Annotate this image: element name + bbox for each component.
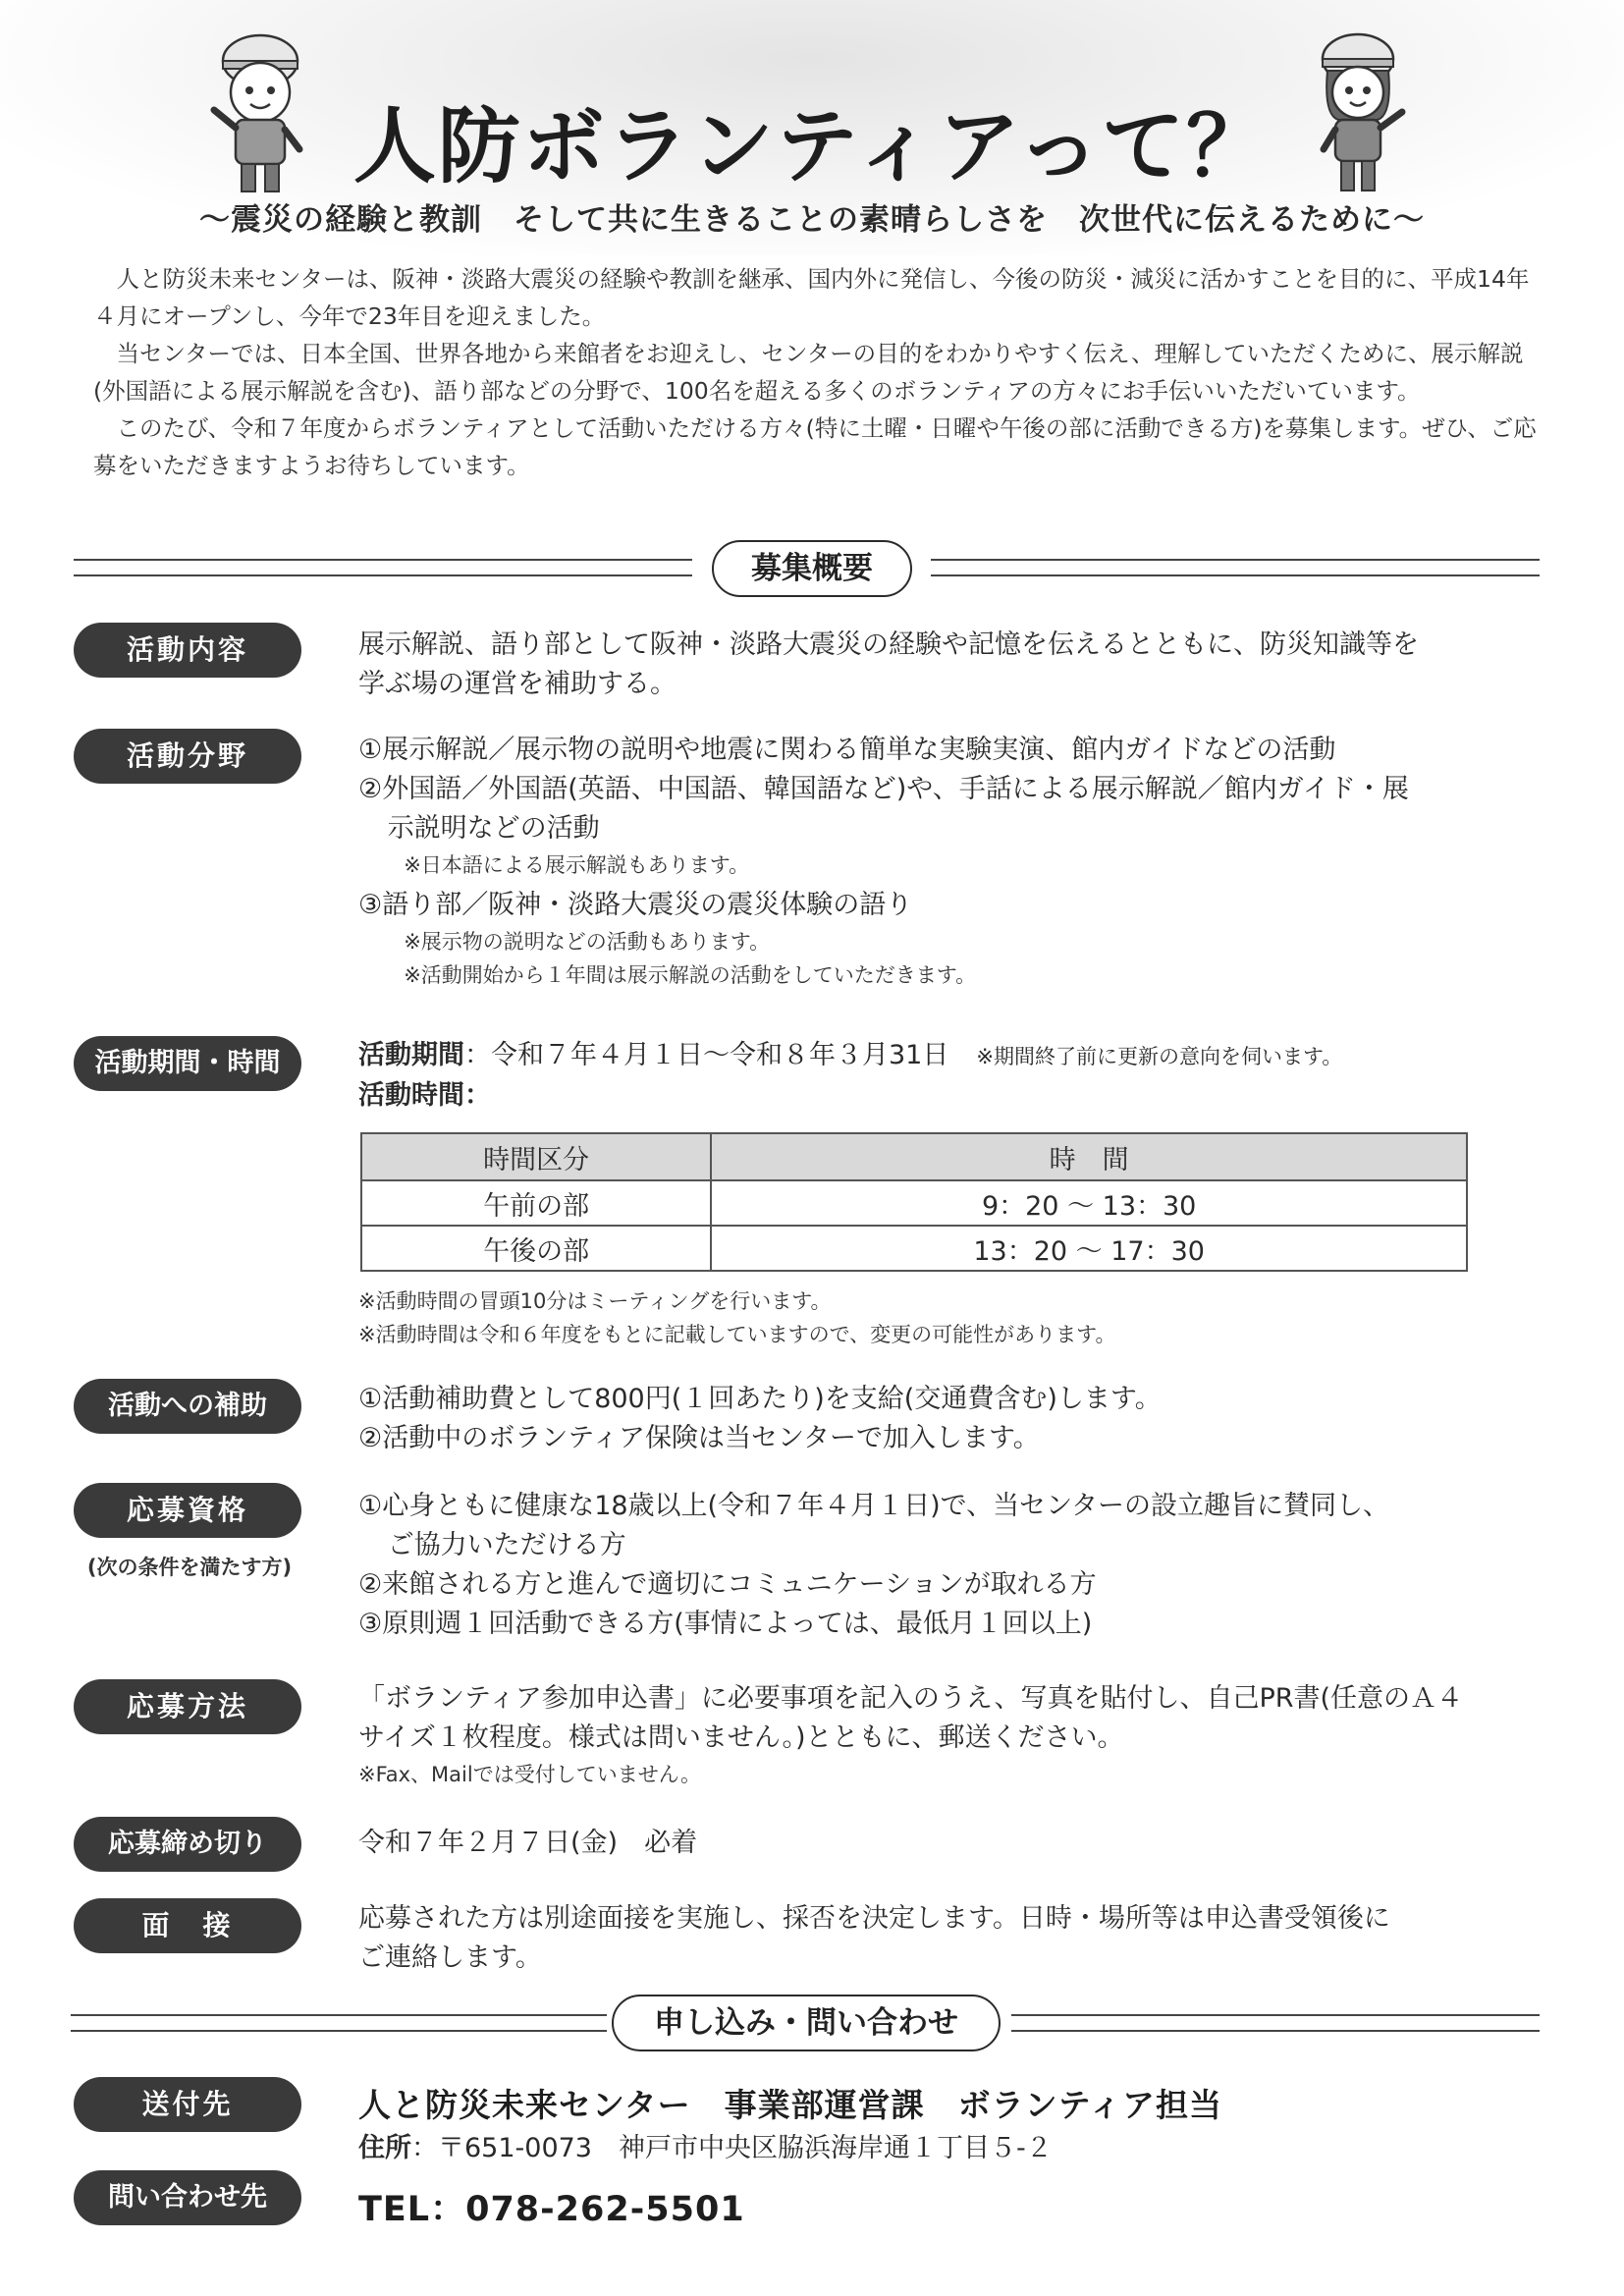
application-method-text [358, 1679, 1556, 1791]
eligibility-item: ③原則週１回活動できる方(事情によっては、最低月１回以上) [358, 1609, 1093, 1639]
label-contact: 問い合わせ先 [74, 2170, 301, 2225]
label-activity-content: 活動内容 [74, 623, 301, 678]
field-note: ※日本語による展示解説もあります。 [404, 853, 750, 877]
label-application-method: 応募方法 [74, 1679, 301, 1734]
eligibility-item: ②来館される方と進んで適切にコミュニケーションが取れる方 [358, 1569, 1097, 1600]
page-subtitle: ～震災の経験と教訓 そして共に生きることの素晴らしさを 次世代に伝えるために～ [199, 202, 1425, 238]
table-cell: 9：20 ～ 13：30 [711, 1180, 1467, 1226]
eligibility-text [358, 1487, 1556, 1644]
activity-content-text [358, 626, 1556, 704]
support-item: ①活動補助費として800円(１回あたり)を支給(交通費含む)します。 [358, 1384, 1162, 1414]
section-heading-recruitment: 募集概要 [712, 540, 912, 597]
eligibility-item: ①心身ともに健康な18歳以上(令和７年４月１日)で、当センターの設立趣旨に賛同し、 [358, 1491, 1390, 1521]
period-note: ※期間終了前に更新の意向を伺います。 [976, 1045, 1343, 1068]
table-header-row [361, 1133, 1467, 1180]
text-line: 学ぶ場の運営を補助する。 [358, 669, 677, 699]
text-line: 展示解説、語り部として阪神・淡路大震災の経験や記憶を伝えるとともに、防災知識等を [358, 629, 1419, 660]
field-item-continued: 示説明などの活動 [387, 813, 600, 844]
field-note: ※活動開始から１年間は展示解説の活動をしていただきます。 [404, 963, 977, 987]
period-value: ：令和７年４月１日～令和８年３月31日 [464, 1040, 949, 1070]
section-heading-contact: 申し込み・問い合わせ [612, 1995, 1001, 2051]
time-note: ※活動時間の冒頭10分はミーティングを行います。 [358, 1289, 832, 1313]
activity-time-notes [358, 1285, 1556, 1351]
eligibility-condition-note: (次の条件を満たす方) [86, 1556, 293, 1579]
section-divider [931, 559, 1540, 576]
address-value: ：〒651-0073 神戸市中央区脇浜海岸通１丁目５-２ [411, 2133, 1053, 2163]
time-note: ※活動時間は令和６年度をもとに記載していますので、変更の可能性があります。 [358, 1323, 1116, 1346]
table-header: 時 間 [711, 1133, 1467, 1180]
label-interview: 面 接 [74, 1898, 301, 1953]
label-activity-period: 活動期間・時間 [74, 1036, 301, 1091]
section-divider [71, 2014, 607, 2032]
label-support: 活動への補助 [74, 1379, 301, 1434]
interview-line: 応募された方は別途面接を実施し、採否を決定します。日時・場所等は申込書受領後に [358, 1903, 1390, 1934]
section-divider [74, 559, 692, 576]
table-cell: 午後の部 [361, 1226, 711, 1271]
table-cell: 13：20 ～ 17：30 [711, 1226, 1467, 1271]
period-label: 活動期間 [358, 1040, 464, 1070]
support-text [358, 1380, 1556, 1458]
intro-paragraph: 当センターでは、日本全国、世界各地から来館者をお迎えし、センターの目的をわかりやすく伝え、理解していただくために、展示解説(外国語による展示解説を含む)、語り部などの分野で、100名を超える多くのボランティアの方々にお手伝いいただいています。 [93, 340, 1524, 405]
field-item: ①展示解説／展示物の説明や地震に関わる簡単な実験実演、館内ガイドなどの活動 [358, 735, 1336, 765]
method-note: ※Fax、Mailでは受付していません。 [358, 1763, 701, 1786]
field-item: ②外国語／外国語(英語、中国語、韓国語など)や、手話による展示解説／館内ガイド・展 [358, 774, 1409, 804]
intro-paragraph: 人と防災未来センターは、阪神・淡路大震災の経験や教訓を継承、国内外に発信し、今後の防災・減災に活かすことを目的に、平成14年４月にオープンし、今年で23年目を迎えました。 [93, 265, 1530, 330]
time-colon: ： [464, 1080, 491, 1111]
eligibility-item-continued: ご協力いただける方 [387, 1530, 626, 1560]
label-send-to: 送付先 [74, 2077, 301, 2132]
organization-name: 人と防災未来センター 事業部運営課 ボランティア担当 [358, 2086, 1223, 2124]
field-item: ③語り部／阪神・淡路大震災の震災体験の語り [358, 890, 913, 920]
section-divider [1011, 2014, 1540, 2032]
time-label: 活動時間 [358, 1080, 464, 1111]
page-title: 人防ボランティアって？ [352, 98, 1272, 194]
activity-period-text [358, 1036, 1556, 1116]
phone-number: TEL：078-262-5501 [358, 2190, 745, 2229]
address [358, 2126, 1053, 2164]
intro-text [93, 260, 1537, 484]
table-row [361, 1226, 1467, 1271]
support-item: ②活動中のボランティア保険は当センターで加入します。 [358, 1423, 1040, 1453]
address-label: 住所 [358, 2133, 411, 2163]
deadline-text [358, 1824, 1556, 1863]
interview-line: ご連絡します。 [358, 1942, 542, 1973]
activity-field-text [358, 731, 1556, 992]
label-eligibility: 応募資格 [74, 1483, 301, 1538]
intro-paragraph: このたび、令和７年度からボランティアとして活動いただける方々(特に土曜・日曜や午後の部に活動できる方)を募集します。ぜひ、ご応募をいただきますようお待ちしています。 [93, 414, 1537, 479]
activity-time-table [360, 1132, 1468, 1272]
label-activity-field: 活動分野 [74, 729, 301, 784]
table-row [361, 1180, 1467, 1226]
interview-text [358, 1899, 1556, 1978]
label-deadline: 応募締め切り [74, 1817, 301, 1872]
field-note: ※展示物の説明などの活動もあります。 [404, 930, 771, 954]
deadline-value: 令和７年２月７日(金) 必着 [358, 1828, 698, 1858]
method-line: 「ボランティア参加申込書」に必要事項を記入のうえ、写真を貼付し、自己PR書(任意のＡ４ [358, 1683, 1464, 1714]
table-cell: 午前の部 [361, 1180, 711, 1226]
table-header: 時間区分 [361, 1133, 711, 1180]
method-line: サイズ１枚程度。様式は問いません。)とともに、郵送ください。 [358, 1722, 1124, 1753]
